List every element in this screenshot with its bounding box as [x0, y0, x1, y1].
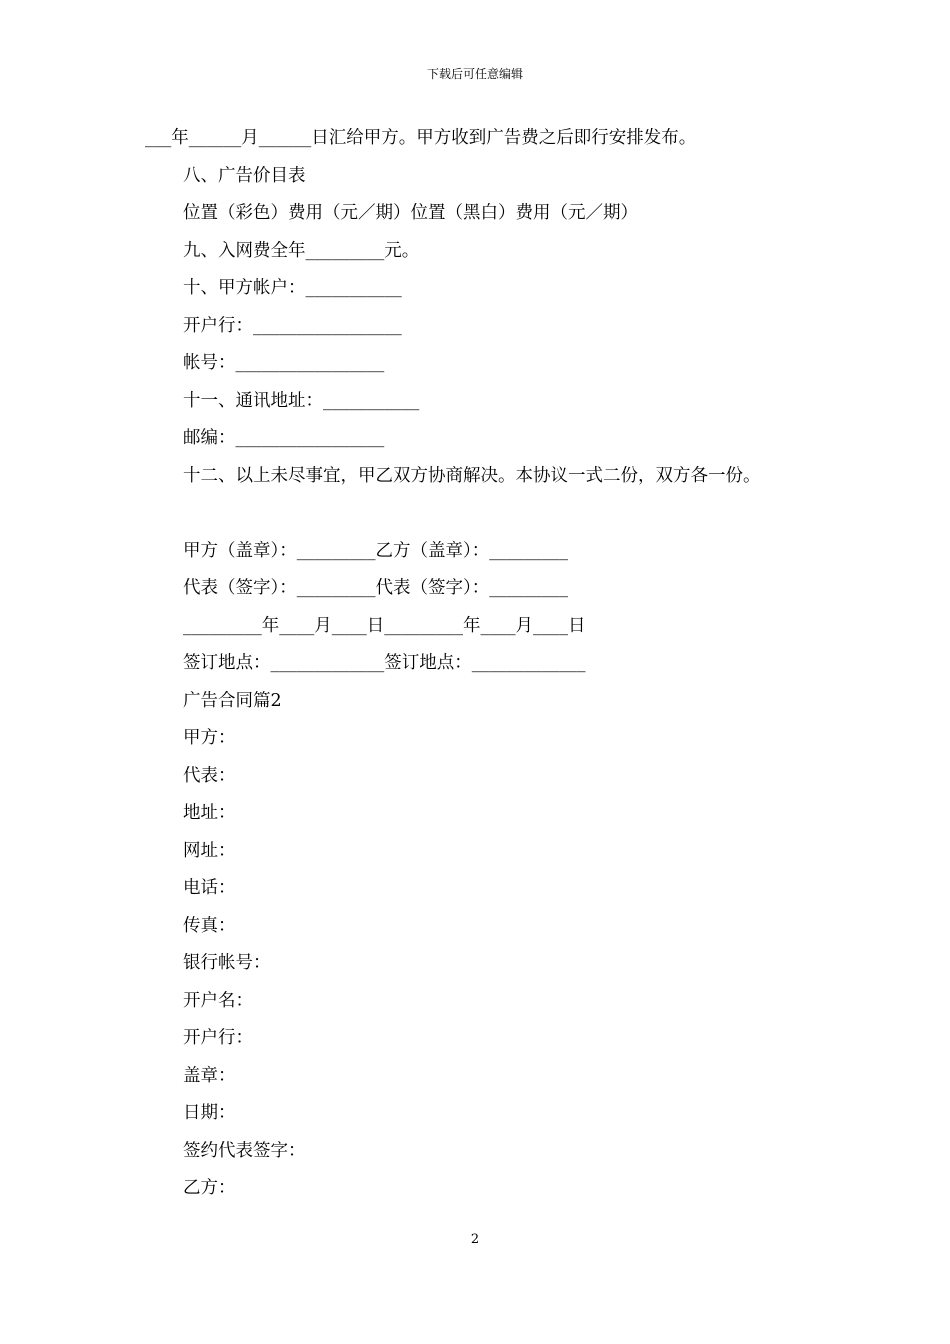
date-field: 日期：: [183, 1103, 236, 1123]
section-8-heading: 八、广告价目表: [183, 165, 306, 186]
paragraph-payment-date: ___年______月______日汇给甲方。甲方收到广告费之后即行安排发布。: [145, 128, 697, 148]
section-10-account: 十、甲方帐户：___________: [183, 278, 402, 298]
price-table-header: 位置（彩色）费用（元／期）位置（黑白）费用（元／期）: [183, 203, 638, 223]
section-12-clause: 十二、以上未尽事宜，甲乙双方协商解决。本协议一式二份，双方各一份。: [183, 465, 761, 486]
account-name-field: 开户名：: [183, 990, 253, 1011]
page-header: 下载后可任意编辑: [426, 67, 523, 81]
website-field: 网址：: [183, 840, 236, 861]
signatory-field: 签约代表签字：: [183, 1140, 306, 1161]
contract-2-title: 广告合同篇2: [183, 690, 282, 711]
party-a-field: 甲方：: [183, 728, 236, 748]
signature-date-row: _________年____月____日_________年____月____日: [183, 615, 586, 636]
opening-bank-field: 开户行：: [183, 1028, 253, 1048]
section-11-address: 十一、通讯地址：___________: [183, 390, 420, 411]
signature-seal-row: 甲方（盖章）：_________乙方（盖章）：_________: [183, 540, 568, 561]
blank-line: [145, 495, 825, 533]
page-number: 2: [470, 1232, 480, 1247]
postcode-field: 邮编：_________________: [183, 428, 385, 448]
representative-field: 代表：: [183, 765, 236, 786]
seal-field: 盖章：: [183, 1065, 236, 1086]
bank-field: 开户行：_________________: [183, 315, 402, 336]
signing-place-row: 签订地点：_____________签订地点：_____________: [183, 653, 586, 673]
section-9-fee: 九、入网费全年_________元。: [183, 240, 420, 261]
address-field: 地址：: [183, 803, 236, 823]
signature-representative-row: 代表（签字）：_________代表（签字）：_________: [183, 578, 568, 598]
phone-field: 电话：: [183, 878, 236, 898]
document-body: [145, 120, 825, 1208]
fax-field: 传真：: [183, 915, 236, 936]
account-number-field: 帐号：_________________: [183, 353, 385, 373]
party-b-field: 乙方：: [183, 1178, 236, 1198]
bank-account-field: 银行帐号：: [183, 953, 271, 973]
